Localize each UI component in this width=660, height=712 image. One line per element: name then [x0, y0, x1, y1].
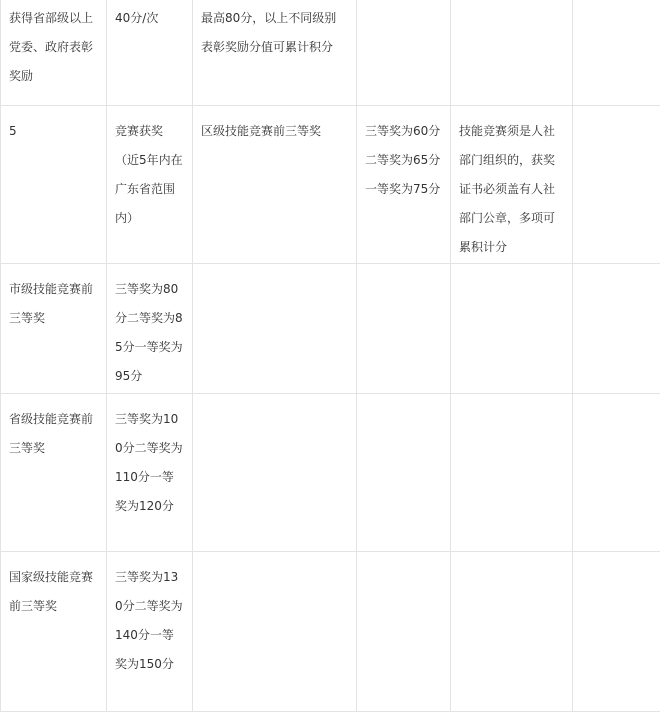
- table-row: [1, 552, 660, 712]
- table-cell: [573, 0, 660, 106]
- table-cell: [193, 106, 357, 264]
- cell-text: 省级技能竞赛前三等奖: [9, 405, 98, 463]
- cell-text: 技能竞赛须是人社部门组织的，获奖证书必须盖有人社部门公章，多项可累积计分: [459, 117, 564, 262]
- table-cell: [573, 394, 660, 552]
- table-cell: [451, 552, 573, 712]
- table-cell: [193, 552, 357, 712]
- table-cell: [357, 264, 451, 394]
- cell-text: 国家级技能竞赛前三等奖: [9, 563, 98, 621]
- table-cell: [193, 394, 357, 552]
- table-cell: [573, 552, 660, 712]
- table-row: [1, 264, 660, 394]
- cell-text: 最高80分，以上不同级别表彰奖励分值可累计积分: [201, 4, 348, 62]
- table-cell: [357, 0, 451, 106]
- cell-text: 三等奖为80分二等奖为85分一等奖为95分: [115, 275, 184, 391]
- table-cell: [1, 394, 107, 552]
- cell-text: 40分/次: [115, 4, 184, 33]
- table-cell: [1, 106, 107, 264]
- table-cell: [451, 0, 573, 106]
- cell-text: 三等奖为100分二等奖为110分一等奖为120分: [115, 405, 184, 521]
- table-cell: [1, 552, 107, 712]
- table-cell: [1, 264, 107, 394]
- table-cell: [451, 106, 573, 264]
- table-cell: [451, 264, 573, 394]
- cell-text: 市级技能竞赛前三等奖: [9, 275, 98, 333]
- cell-text: 三等奖为130分二等奖为140分一等奖为150分: [115, 563, 184, 679]
- table-cell: [107, 394, 193, 552]
- table-cell: [357, 552, 451, 712]
- cell-text: 区级技能竞赛前三等奖: [201, 117, 348, 146]
- cell-text: 竞赛获奖 （近5年内在广东省范围内）: [115, 117, 184, 233]
- table-cell: [451, 394, 573, 552]
- cell-text: 三等奖为60分二等奖为65分一等奖为75分: [365, 117, 442, 204]
- table-cell: [573, 106, 660, 264]
- table-cell: [1, 0, 107, 106]
- table-row: [1, 0, 660, 106]
- cell-text: 5: [9, 117, 98, 146]
- table-cell: [357, 394, 451, 552]
- table-cell: [107, 106, 193, 264]
- table-cell: [193, 264, 357, 394]
- table-row: [1, 106, 660, 264]
- table-cell: [573, 264, 660, 394]
- table-cell: [107, 264, 193, 394]
- table-cell: [107, 0, 193, 106]
- table-cell: [357, 106, 451, 264]
- cell-text: 获得省部级以上党委、政府表彰奖励: [9, 4, 98, 91]
- table-cell: [107, 552, 193, 712]
- table-cell: [193, 0, 357, 106]
- table-row: [1, 394, 660, 552]
